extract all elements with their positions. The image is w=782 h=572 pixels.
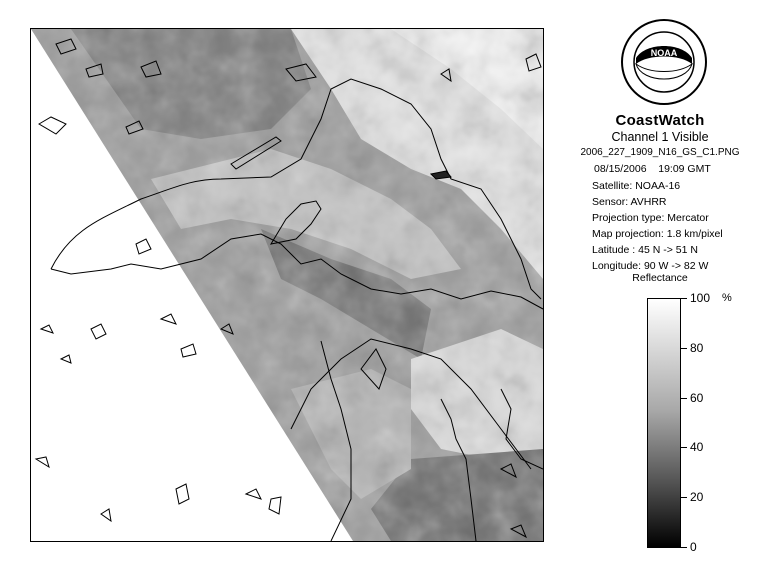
colorbar-tick-label: 0 (690, 540, 697, 554)
colorbar-tick-label: 80 (690, 340, 704, 355)
colorbar-tick (681, 447, 687, 448)
logo-text: NOAA (650, 48, 678, 58)
colorbar-tick (681, 298, 687, 299)
channel-subtitle: Channel 1 Visible (611, 130, 709, 144)
colorbar-unit: % (722, 292, 732, 304)
noaa-logo (620, 18, 708, 106)
colorbar-tick-label: 20 (690, 490, 704, 505)
colorbar-tick (681, 547, 687, 548)
colorbar-tick (681, 398, 687, 399)
acquisition-datetime (594, 163, 711, 175)
colorbar (647, 298, 681, 548)
meta-projection-type: Projection type: Mercator (592, 212, 709, 224)
colorbar-tick-label: 100 (690, 291, 711, 305)
colorbar-tick-label: 60 (690, 390, 704, 405)
meta-map-projection: Map projection: 1.8 km/pixel (592, 228, 723, 240)
product-title: CoastWatch (615, 112, 705, 129)
meta-satellite: Satellite: NOAA-16 (592, 180, 681, 192)
acquisition-time: 19:09 GMT (658, 163, 711, 175)
colorbar-tick (681, 497, 687, 498)
satellite-map[interactable] (30, 28, 544, 542)
acquisition-date: 08/15/2006 (594, 163, 647, 175)
colorbar-tick-label: 40 (690, 440, 704, 455)
file-name: 2006_227_1909_N16_GS_C1.PNG (580, 147, 740, 158)
meta-longitude: Longitude: 90 W -> 82 W (592, 260, 709, 272)
colorbar-label: Reflectance (632, 272, 688, 284)
colorbar-tick (681, 348, 687, 349)
meta-latitude: Latitude : 45 N -> 51 N (592, 244, 698, 256)
meta-sensor: Sensor: AVHRR (592, 196, 667, 208)
map-image (31, 29, 543, 541)
